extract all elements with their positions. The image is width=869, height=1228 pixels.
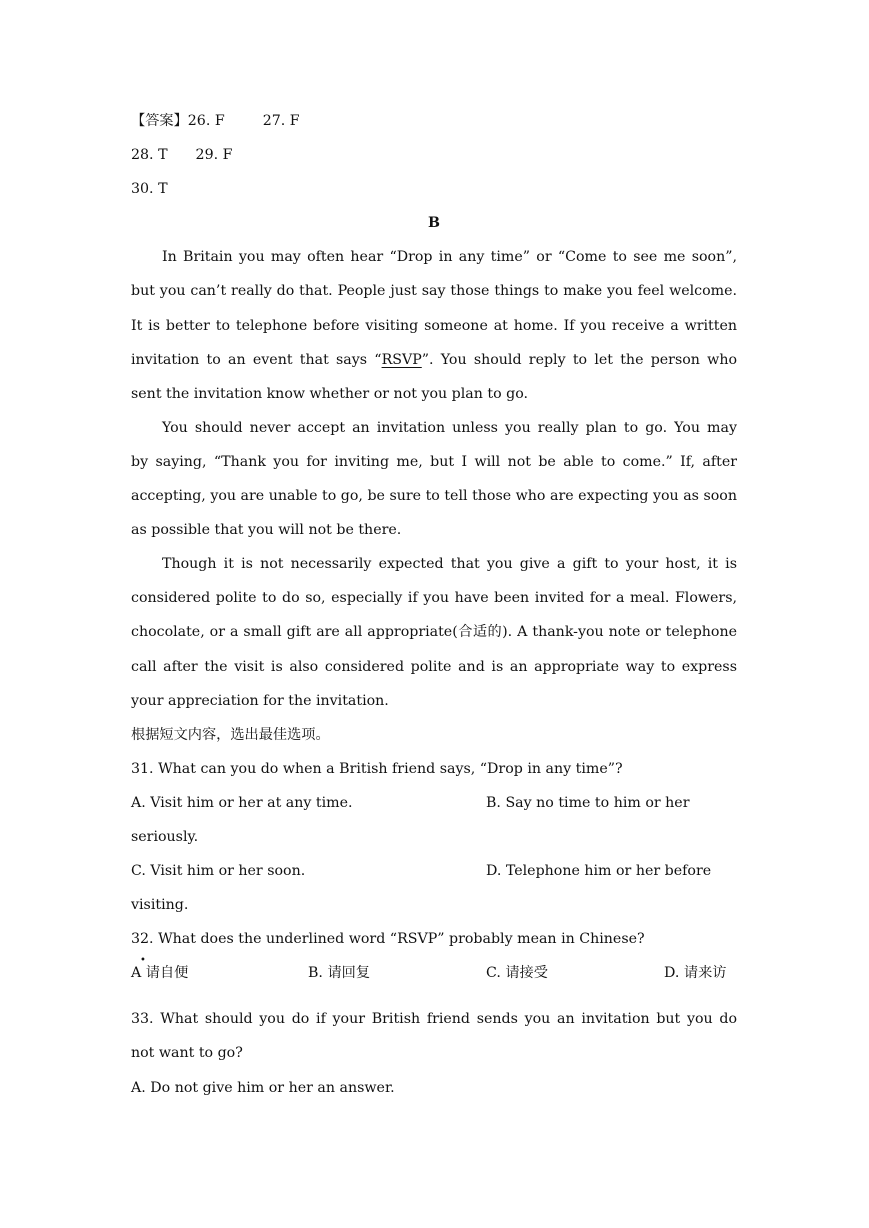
passage-p3-line-5: your appreciation for the invitation. — [131, 692, 389, 709]
q31-option-b: B. Say no time to him or her — [486, 794, 690, 811]
answer-27: 27. F — [262, 113, 300, 129]
q31-option-d: D. Telephone him or her before — [486, 863, 712, 880]
passage-p1-line-3: It is better to telephone before visiting someone at home. If you receive a written — [131, 317, 737, 334]
answer-label: 【答案】 — [131, 113, 188, 129]
q31-options-row-2 — [131, 854, 737, 888]
section-title: B — [428, 215, 440, 232]
question-32: 32. What does the underlined word “RSVP” probably mean in Chinese? — [131, 931, 645, 948]
question-31: 31. What can you do when a British friend says, “Drop in any time”? — [131, 760, 623, 777]
q32-option-c: C. 请接受 — [486, 965, 548, 982]
passage-p3-line-1: Though it is not necessarily expected that you give a gift to your host, it is — [162, 556, 737, 573]
passage-p2-line-4: as possible that you will not be there. — [131, 522, 402, 539]
answer-26: 26. F — [187, 113, 225, 129]
q31-option-b-cont: seriously. — [131, 828, 199, 845]
passage-p2-line-2: by saying, “Thank you for inviting me, but I will not be able to come.” If, after — [131, 453, 737, 470]
q31-option-c: C. Visit him or her soon. — [131, 863, 306, 880]
passage-p1-line-4: invitation to an event that says “RSVP”. You should reply to let the person who — [131, 351, 737, 368]
q31-options-row-1 — [131, 786, 737, 820]
answer-29: 29. F — [195, 147, 233, 164]
q32-option-a: A 请自便 — [131, 965, 189, 982]
q32-option-d: D. 请来访 — [664, 965, 727, 982]
passage-p1-line-1: In Britain you may often hear “Drop in any time” or “Come to see me soon”, — [162, 249, 737, 266]
answer-30: 30. T — [131, 181, 168, 198]
passage-p3-line-2: considered polite to do so, especially if you have been invited for a meal. Flowers, — [131, 590, 737, 607]
q33-option-a: A. Do not give him or her an answer. — [131, 1079, 395, 1096]
answer-line-2 — [131, 138, 737, 172]
answer-line-3 — [131, 172, 737, 206]
passage-p1-line-2: but you can’t really do that. People just say those things to make you feel welcome. — [131, 283, 737, 300]
answer-28: 28. T — [131, 147, 168, 164]
q32-option-b: B. 请回复 — [308, 965, 371, 982]
answer-line-1 — [131, 104, 737, 138]
passage-p3-line-3: chocolate, or a small gift are all appropriate(合适的). A thank-you note or telephone — [131, 624, 737, 641]
q31-option-a: A. Visit him or her at any time. — [131, 794, 353, 811]
q31-option-d-cont: visiting. — [131, 897, 189, 914]
document-page — [131, 104, 737, 1105]
underlined-word-rsvp: RSVP — [381, 351, 422, 368]
emphasis-dot: • — [140, 955, 146, 967]
question-33-line-2: not want to go? — [131, 1045, 243, 1062]
passage-p3-line-4: call after the visit is also considered polite and is an appropriate way to express — [131, 658, 737, 675]
instruction: 根据短文内容，选出最佳选项。 — [131, 726, 330, 743]
passage-p2-line-3: accepting, you are unable to go, be sure to tell those who are expecting you as soon — [131, 488, 737, 505]
question-33-line-1: 33. What should you do if your British friend sends you an invitation but you do — [131, 1011, 737, 1028]
passage-p2-line-1: You should never accept an invitation unless you really plan to go. You may — [162, 419, 737, 436]
passage-p1-line-5: sent the invitation know whether or not you plan to go. — [131, 385, 529, 402]
q32-options-row — [131, 956, 737, 1002]
